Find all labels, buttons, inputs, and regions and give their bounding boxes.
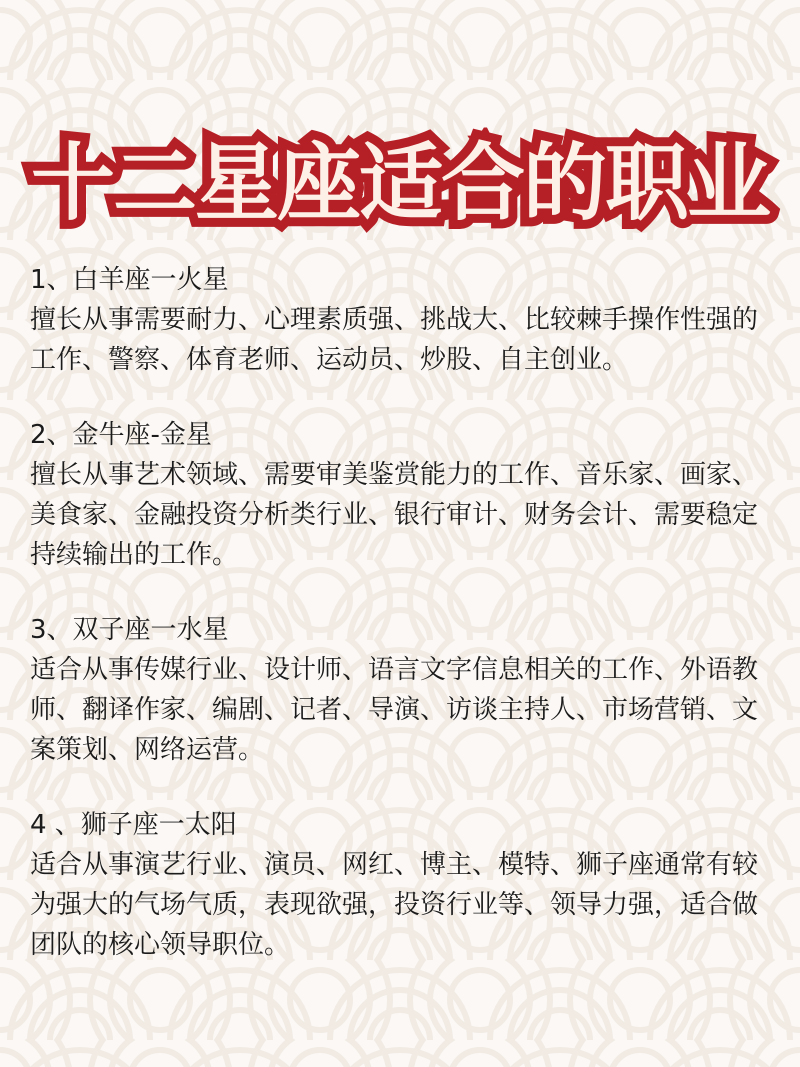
section-body: 适合从事传媒行业、设计师、语言文字信息相关的工作、外语教师、翻译作家、编剧、记者、导演、访谈主持人、市场营销、文案策划、网络运营。	[30, 655, 759, 765]
section-body: 擅长从事艺术领域、需要审美鉴赏能力的工作、音乐家、画家、美食家、金融投资分析类行业、银行审计、财务会计、需要稳定持续输出的工作。	[30, 460, 759, 570]
page-title: 十二星座适合的职业	[30, 134, 769, 232]
section-body: 擅长从事需要耐力、心理素质强、挑战大、比较棘手操作性强的工作、警察、体育老师、运动员、炒股、自主创业。	[30, 305, 759, 375]
section-heading: 1、白羊座一火星	[30, 265, 229, 295]
section-taurus	[30, 415, 775, 575]
section-aries	[30, 260, 775, 380]
section-heading: 3、双子座一水星	[30, 615, 229, 645]
section-gemini	[30, 610, 775, 770]
section-leo	[30, 805, 775, 965]
section-body: 适合从事演艺行业、演员、网红、博主、模特、狮子座通常有较为强大的气场气质，表现欲强，投资行业等、领导力强，适合做团队的核心领导职位。	[30, 850, 759, 960]
section-heading: 4 、狮子座一太阳	[30, 810, 237, 840]
section-heading: 2、金牛座-金星	[30, 420, 212, 450]
